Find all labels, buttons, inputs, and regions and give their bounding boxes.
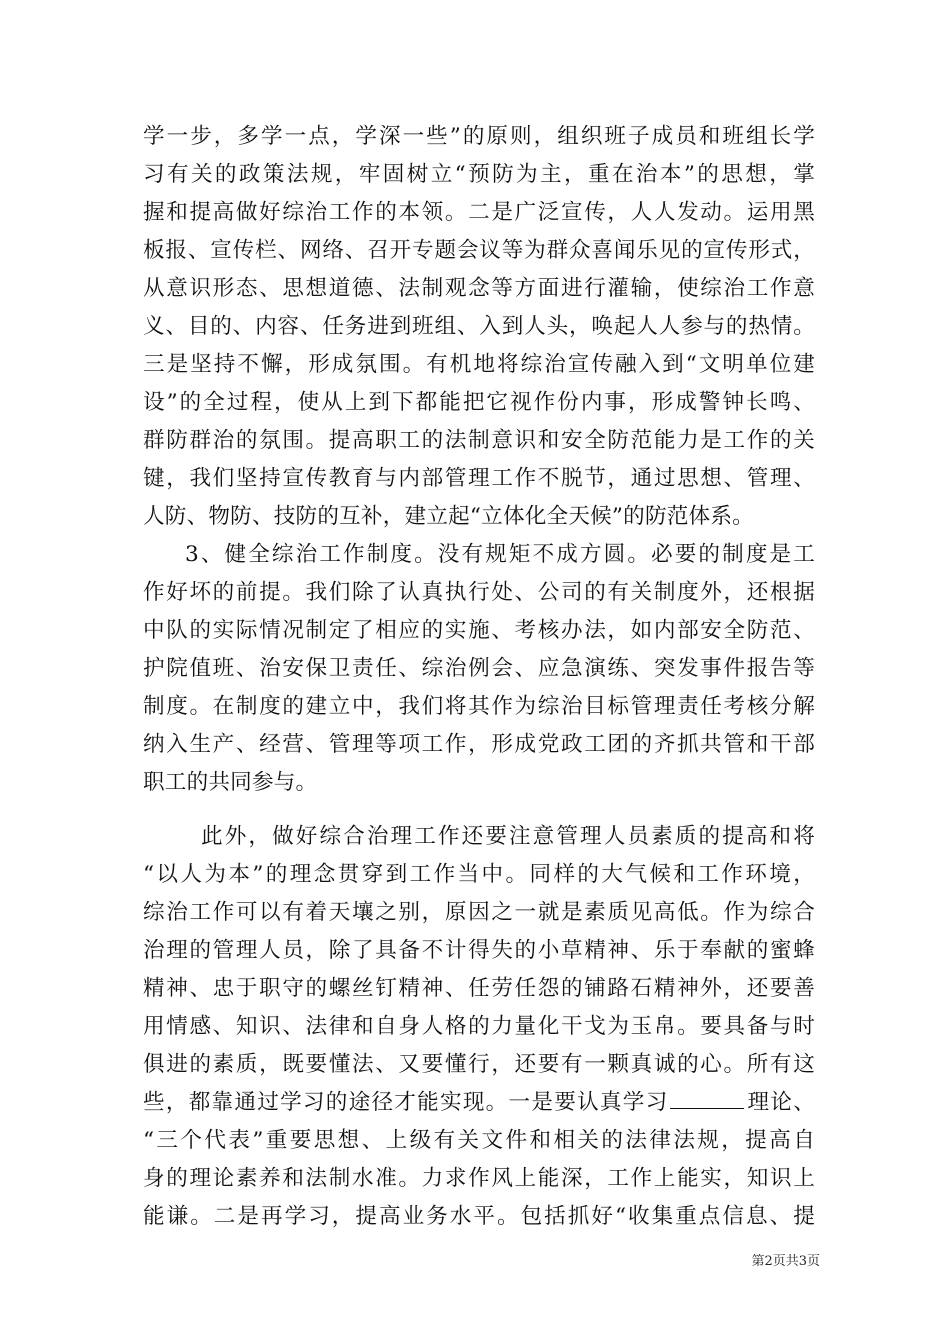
paragraph-3 [143,818,815,1236]
fill-in-blank [670,1088,744,1109]
text-line: 综治工作可以有着天壤之别，原因之一就是素质见高低。作为综合 [143,900,815,925]
text-line: 治理的管理人员，除了具备不计得失的小草精神、乐于奉献的蜜蜂 [143,938,815,963]
paragraph-2 [143,536,815,802]
text-line: 习有关的政策法规，牢固树立“预防为主，重在治本”的思想，掌 [143,162,815,187]
document-body [143,118,815,1236]
paragraph-gap [143,802,815,818]
text-line: 纳入生产、经营、管理等项工作，形成党政工团的齐抓共管和干部 [143,732,815,757]
text-line: “以人为本”的理念贯穿到工作当中。同样的大气候和工作环境， [143,862,815,887]
text-line: 握和提高做好综治工作的本领。二是广泛宣传，人人发动。运用黑 [143,200,815,225]
paragraph-1 [143,118,815,536]
text-line: 设”的全过程，使从上到下都能把它视作份内事，形成警钟长鸣、 [143,390,815,415]
text-line: 职工的共同参与。 [143,770,318,795]
text-line: 用情感、知识、法律和自身人格的力量化干戈为玉帛。要具备与时 [143,1014,815,1039]
text-line: 键，我们坚持宣传教育与内部管理工作不脱节，通过思想、管理、 [143,466,815,491]
text-line: 学一步，多学一点，学深一些”的原则，组织班子成员和班组长学 [143,124,815,149]
text-line: 护院值班、治安保卫责任、综治例会、应急演练、突发事件报告等 [143,656,815,681]
text-line: 俱进的素质，既要懂法、又要懂行，还要有一颗真诚的心。所有这 [143,1052,815,1077]
text-line: 中队的实际情况制定了相应的实施、考核办法，如内部安全防范、 [143,618,815,643]
text-segment: 些，都靠通过学习的途径才能实现。一是要认真学习 [143,1090,669,1115]
text-line: 义、目的、内容、任务进到班组、入到人头，唤起人人参与的热情。 [143,314,815,339]
text-line: 此外，做好综合治理工作还要注意管理人员素质的提高和将 [201,824,815,849]
text-line: 从意识形态、思想道德、法制观念等方面进行灌输，使综治工作意 [143,276,815,301]
text-line: “三个代表”重要思想、上级有关文件和相关的法律法规，提高自 [143,1128,815,1153]
text-line: 三是坚持不懈，形成氛围。有机地将综治宣传融入到“文明单位建 [143,352,815,377]
text-line: 能谦。二是再学习，提高业务水平。包括抓好“收集重点信息、提 [143,1204,815,1229]
text-line: 3、健全综治工作制度。没有规矩不成方圆。必要的制度是工 [185,542,815,567]
text-line: 群防群治的氛围。提高职工的法制意识和安全防范能力是工作的关 [143,428,815,453]
text-line: 精神、忠于职守的螺丝钉精神、任劳任怨的铺路石精神外，还要善 [143,976,815,1001]
text-line: 人防、物防、技防的互补，建立起“立体化全天候”的防范体系。 [143,504,754,529]
text-line: 身的理论素养和法制水准。力求作风上能深，工作上能实，知识上 [143,1166,815,1191]
text-line: 板报、宣传栏、网络、召开专题会议等为群众喜闻乐见的宣传形式， [143,238,815,263]
text-segment: 理论、 [746,1090,815,1115]
text-line-with-blank [143,1084,815,1122]
text-line: 制度。在制度的建立中，我们将其作为综治目标管理责任考核分解 [143,694,815,719]
text-line: 作好坏的前提。我们除了认真执行处、公司的有关制度外，还根据 [143,580,815,605]
page-number-footer: 第2页共3页 [751,1254,820,1269]
